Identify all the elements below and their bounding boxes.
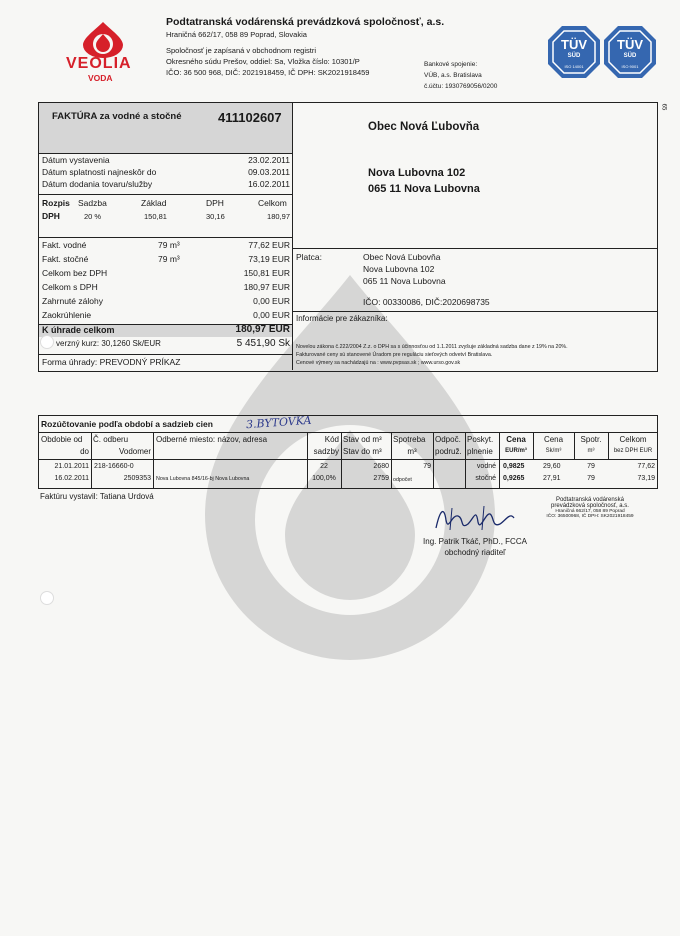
- vat-dph: 30,16: [206, 212, 225, 221]
- signer-title: obchodný riaditeľ: [444, 548, 506, 557]
- consumption-value: 79: [423, 463, 431, 470]
- tuv-sub: SÜD: [623, 53, 637, 59]
- company-registry-3: IČO: 36 500 968, DIČ: 2021918459, IČ DPH: SK2021918459: [166, 68, 370, 77]
- vat-head-base: Základ: [141, 198, 167, 208]
- date-due-value: 09.03.2011: [248, 167, 290, 177]
- bank-name: VÚB, a.s. Bratislava: [424, 72, 482, 79]
- col-consumption-sub-header: m³: [407, 447, 417, 456]
- payment-form: Forma úhrady: PREVODNÝ PRÍKAZ: [42, 357, 181, 367]
- tuv-badge-iso14001: [546, 24, 602, 80]
- sewer-qty: 79 m³: [158, 254, 180, 264]
- vat-head-total: Celkom: [258, 198, 287, 208]
- total-due-sk: 5 451,90 Sk: [236, 338, 290, 349]
- price-sk: 27,91: [543, 475, 561, 482]
- total-due-label: K úhrade celkom: [42, 325, 115, 335]
- punch-hole: [40, 591, 54, 605]
- info-line-1: Novelou zákona č.222/2004 Z.z. o DPH sa s účinnosťou od 1.1.2011 zvyšuje základná sadzba dane z 19% na 20%.: [296, 344, 568, 350]
- divider: [433, 432, 434, 489]
- company-name: Podtatranská vodárenská prevádzková spoločnosť, a.s.: [166, 16, 445, 28]
- tuv-octagon-icon: [602, 24, 658, 80]
- col-price-sub-header: EUR/m³: [505, 448, 527, 454]
- veolia-logo-icon: [78, 20, 128, 58]
- payer-street: Nova Lubovna 102: [363, 264, 435, 274]
- col-qty-sub-header: m³: [587, 448, 595, 454]
- brand-name: VEOLIA: [66, 55, 132, 72]
- date-issue-value: 23.02.2011: [248, 155, 290, 165]
- divider: [292, 102, 293, 370]
- divider: [153, 432, 154, 489]
- period-to: 16.02.2011: [54, 475, 89, 482]
- total-no-vat: 77,62: [637, 463, 655, 470]
- vat-head-rate: Sadzba: [78, 198, 107, 208]
- col-from-header: Obdobie od: [41, 435, 83, 444]
- col-total-sub-header: bez DPH EUR: [613, 448, 653, 454]
- advance-amount: 0,00 EUR: [253, 296, 290, 306]
- divider: [38, 354, 292, 355]
- meter-state-to: 2759: [373, 475, 389, 482]
- divider: [38, 459, 658, 460]
- vat-head-dph: DPH: [206, 198, 224, 208]
- col-deduct-header: Odpoč.: [435, 435, 461, 444]
- total-no-vat: 73,19: [637, 475, 655, 482]
- exchange-rate: verzný kurz: 30,1260 Sk/EUR: [56, 339, 161, 348]
- sewer-amount: 73,19 EUR: [248, 254, 290, 264]
- sewer-label: Fakt. stočné: [42, 254, 89, 264]
- divider: [91, 432, 92, 489]
- tuv-sub: SÜD: [567, 53, 581, 59]
- bank-account: č.účtu: 1930769056/0200: [424, 83, 498, 90]
- consumption-note: odpočet: [393, 477, 412, 483]
- date-delivery-value: 16.02.2011: [248, 179, 290, 189]
- service-type: stočné: [475, 475, 496, 482]
- info-label: Informácie pre zákazníka:: [296, 314, 388, 323]
- rate-code: 22: [320, 463, 328, 470]
- col-service-header: Poskyt.: [467, 435, 494, 444]
- date-delivery-label: Dátum dodania tovaru/služby: [42, 179, 153, 189]
- side-mark: 65: [660, 103, 667, 111]
- date-issue-label: Dátum vystavenia: [42, 155, 110, 165]
- rounding-label: Zaokrúhlenie: [42, 310, 92, 320]
- divider: [292, 311, 658, 312]
- meter-state-from: 2680: [373, 463, 389, 470]
- info-line-3: Cenové výmery sa nachádzajú na : www.pvpsas.sk ; www.urso.gov.sk: [296, 360, 461, 366]
- vat-label: DPH: [42, 211, 60, 221]
- advance-label: Zahrnuté zálohy: [42, 296, 103, 306]
- divider: [38, 237, 292, 238]
- company-stamp: [530, 497, 650, 519]
- col-code-sub-header: sadzby: [313, 447, 339, 456]
- meter-number: 218-16660-0: [94, 463, 134, 470]
- invoice-number: 411102607: [218, 110, 282, 125]
- divider: [38, 194, 292, 195]
- rounding-amount: 0,00 EUR: [253, 310, 290, 320]
- col-place-header: Odberné miesto: názov, adresa: [156, 435, 268, 444]
- gross-amount: 180,97 EUR: [243, 282, 290, 292]
- issued-by: Faktúru vystavil: Tatiana Urdová: [40, 492, 154, 501]
- water-label: Fakt. vodné: [42, 240, 87, 250]
- col-price-header: Cena: [506, 435, 526, 444]
- table-row: [465, 473, 658, 486]
- price-eur: 0,9825: [503, 463, 525, 470]
- quantity: 79: [587, 475, 595, 482]
- stamp-line-4: IČO: 36500968, IČ DPH: SK2021918459: [546, 514, 634, 519]
- vat-total: 180,97: [267, 212, 290, 221]
- company-registry-1: Spoločnosť je zapísaná v obchodnom registri: [166, 46, 316, 55]
- info-line-2: Fakturované ceny sú stanovené Úradom pre reguláciu sieťových odvetví Bratislava.: [296, 352, 493, 358]
- col-deduct-sub-header: podruž.: [435, 447, 462, 456]
- tuv-octagon-icon: [546, 24, 602, 80]
- col-state-to-header: Stav do m³: [343, 447, 382, 456]
- col-price-sk-sub-header: Sk/m³: [545, 448, 562, 454]
- quantity: 79: [587, 463, 595, 470]
- tuv-iso: ISO 9001: [621, 64, 639, 69]
- col-meter-sub-header: Vodomer: [118, 447, 151, 456]
- price-sk: 29,60: [543, 463, 561, 470]
- gross-label: Celkom s DPH: [42, 282, 98, 292]
- divider: [38, 153, 292, 154]
- company-address: Hraničná 662/17, 058 89 Poprad, Slovakia: [166, 30, 307, 39]
- signer-name: Ing. Patrik Tkáč, PhD., FCCA: [423, 537, 527, 546]
- payer-label: Platca:: [296, 252, 322, 262]
- price-eur: 0,9265: [503, 475, 525, 482]
- payer-ids: IČO: 00330086, DIČ:2020698735: [363, 297, 490, 307]
- net-label: Celkom bez DPH: [42, 268, 108, 278]
- invoice-title: FAKTÚRA za vodné a stočné: [52, 111, 182, 122]
- tuv-badge-iso9001: [602, 24, 658, 80]
- vat-head-label: Rozpis: [42, 198, 70, 208]
- divider: [391, 432, 392, 489]
- payer-name: Obec Nová Ľubovňa: [363, 252, 441, 262]
- recipient-street: Nova Lubovna 102: [368, 167, 466, 179]
- water-qty: 79 m³: [158, 240, 180, 250]
- period-from: 21.01.2011: [54, 463, 89, 470]
- vat-rate: 20 %: [84, 212, 102, 221]
- handwritten-note: 3.BYTOVKA: [245, 413, 312, 432]
- col-price-sk-header: Cena: [543, 435, 564, 444]
- stamp-line-2: prevádzková spoločnosť, a.s.: [551, 503, 629, 509]
- divider: [341, 432, 342, 489]
- col-to-header: do: [80, 447, 89, 456]
- company-registry-2: Okresného súdu Prešov, oddiel: Sa, Vložka číslo: 10301/P: [166, 57, 360, 66]
- col-service-sub-header: plnenie: [467, 447, 493, 456]
- brand-subtitle: VODA: [88, 73, 113, 83]
- recipient-name: Obec Nová Ľubovňa: [368, 121, 480, 133]
- col-qty-header: Spotr.: [580, 435, 602, 444]
- recipient-city: 065 11 Nova Lubovna: [368, 183, 480, 195]
- company-logo: [62, 20, 146, 90]
- divider: [38, 432, 658, 433]
- col-consumption-header: Spotreba: [393, 435, 426, 444]
- water-amount: 77,62 EUR: [248, 240, 290, 250]
- breakdown-title: Rozúčtovanie podľa období a sadzieb cien: [41, 419, 213, 429]
- stamp-line-3: Hraničná 662/17, 058 89 Poprad: [555, 509, 625, 514]
- tuv-label: TÜV: [561, 37, 587, 52]
- stamp-line-1: Podtatranská vodárenská: [555, 497, 625, 503]
- punch-hole: [40, 335, 54, 349]
- net-amount: 150,81 EUR: [243, 268, 290, 278]
- rate-code-pct: 100,0%: [312, 475, 336, 482]
- col-code-header: Kód: [324, 435, 339, 444]
- col-state-from-header: Stav od m³: [343, 435, 382, 444]
- col-meter-header: Č. odberu: [93, 435, 129, 444]
- signature-icon: [430, 500, 520, 536]
- tuv-label: TÜV: [617, 37, 643, 52]
- col-total-header: Celkom: [619, 435, 647, 444]
- tuv-iso: ISO 14001: [564, 64, 584, 69]
- divider: [292, 248, 658, 249]
- total-due-amount: 180,97 EUR: [235, 324, 290, 335]
- date-due-label: Dátum splatnosti najneskôr do: [42, 167, 157, 177]
- consumption-place: Nova Lubovna 845/16-bj Nova Lubovna: [156, 476, 250, 482]
- service-type: vodné: [476, 463, 496, 470]
- vat-base: 150,81: [144, 212, 167, 221]
- meter-id: 2509353: [123, 475, 151, 482]
- bank-label: Bankové spojenie:: [424, 61, 478, 68]
- payer-city: 065 11 Nova Lubovna: [363, 276, 446, 286]
